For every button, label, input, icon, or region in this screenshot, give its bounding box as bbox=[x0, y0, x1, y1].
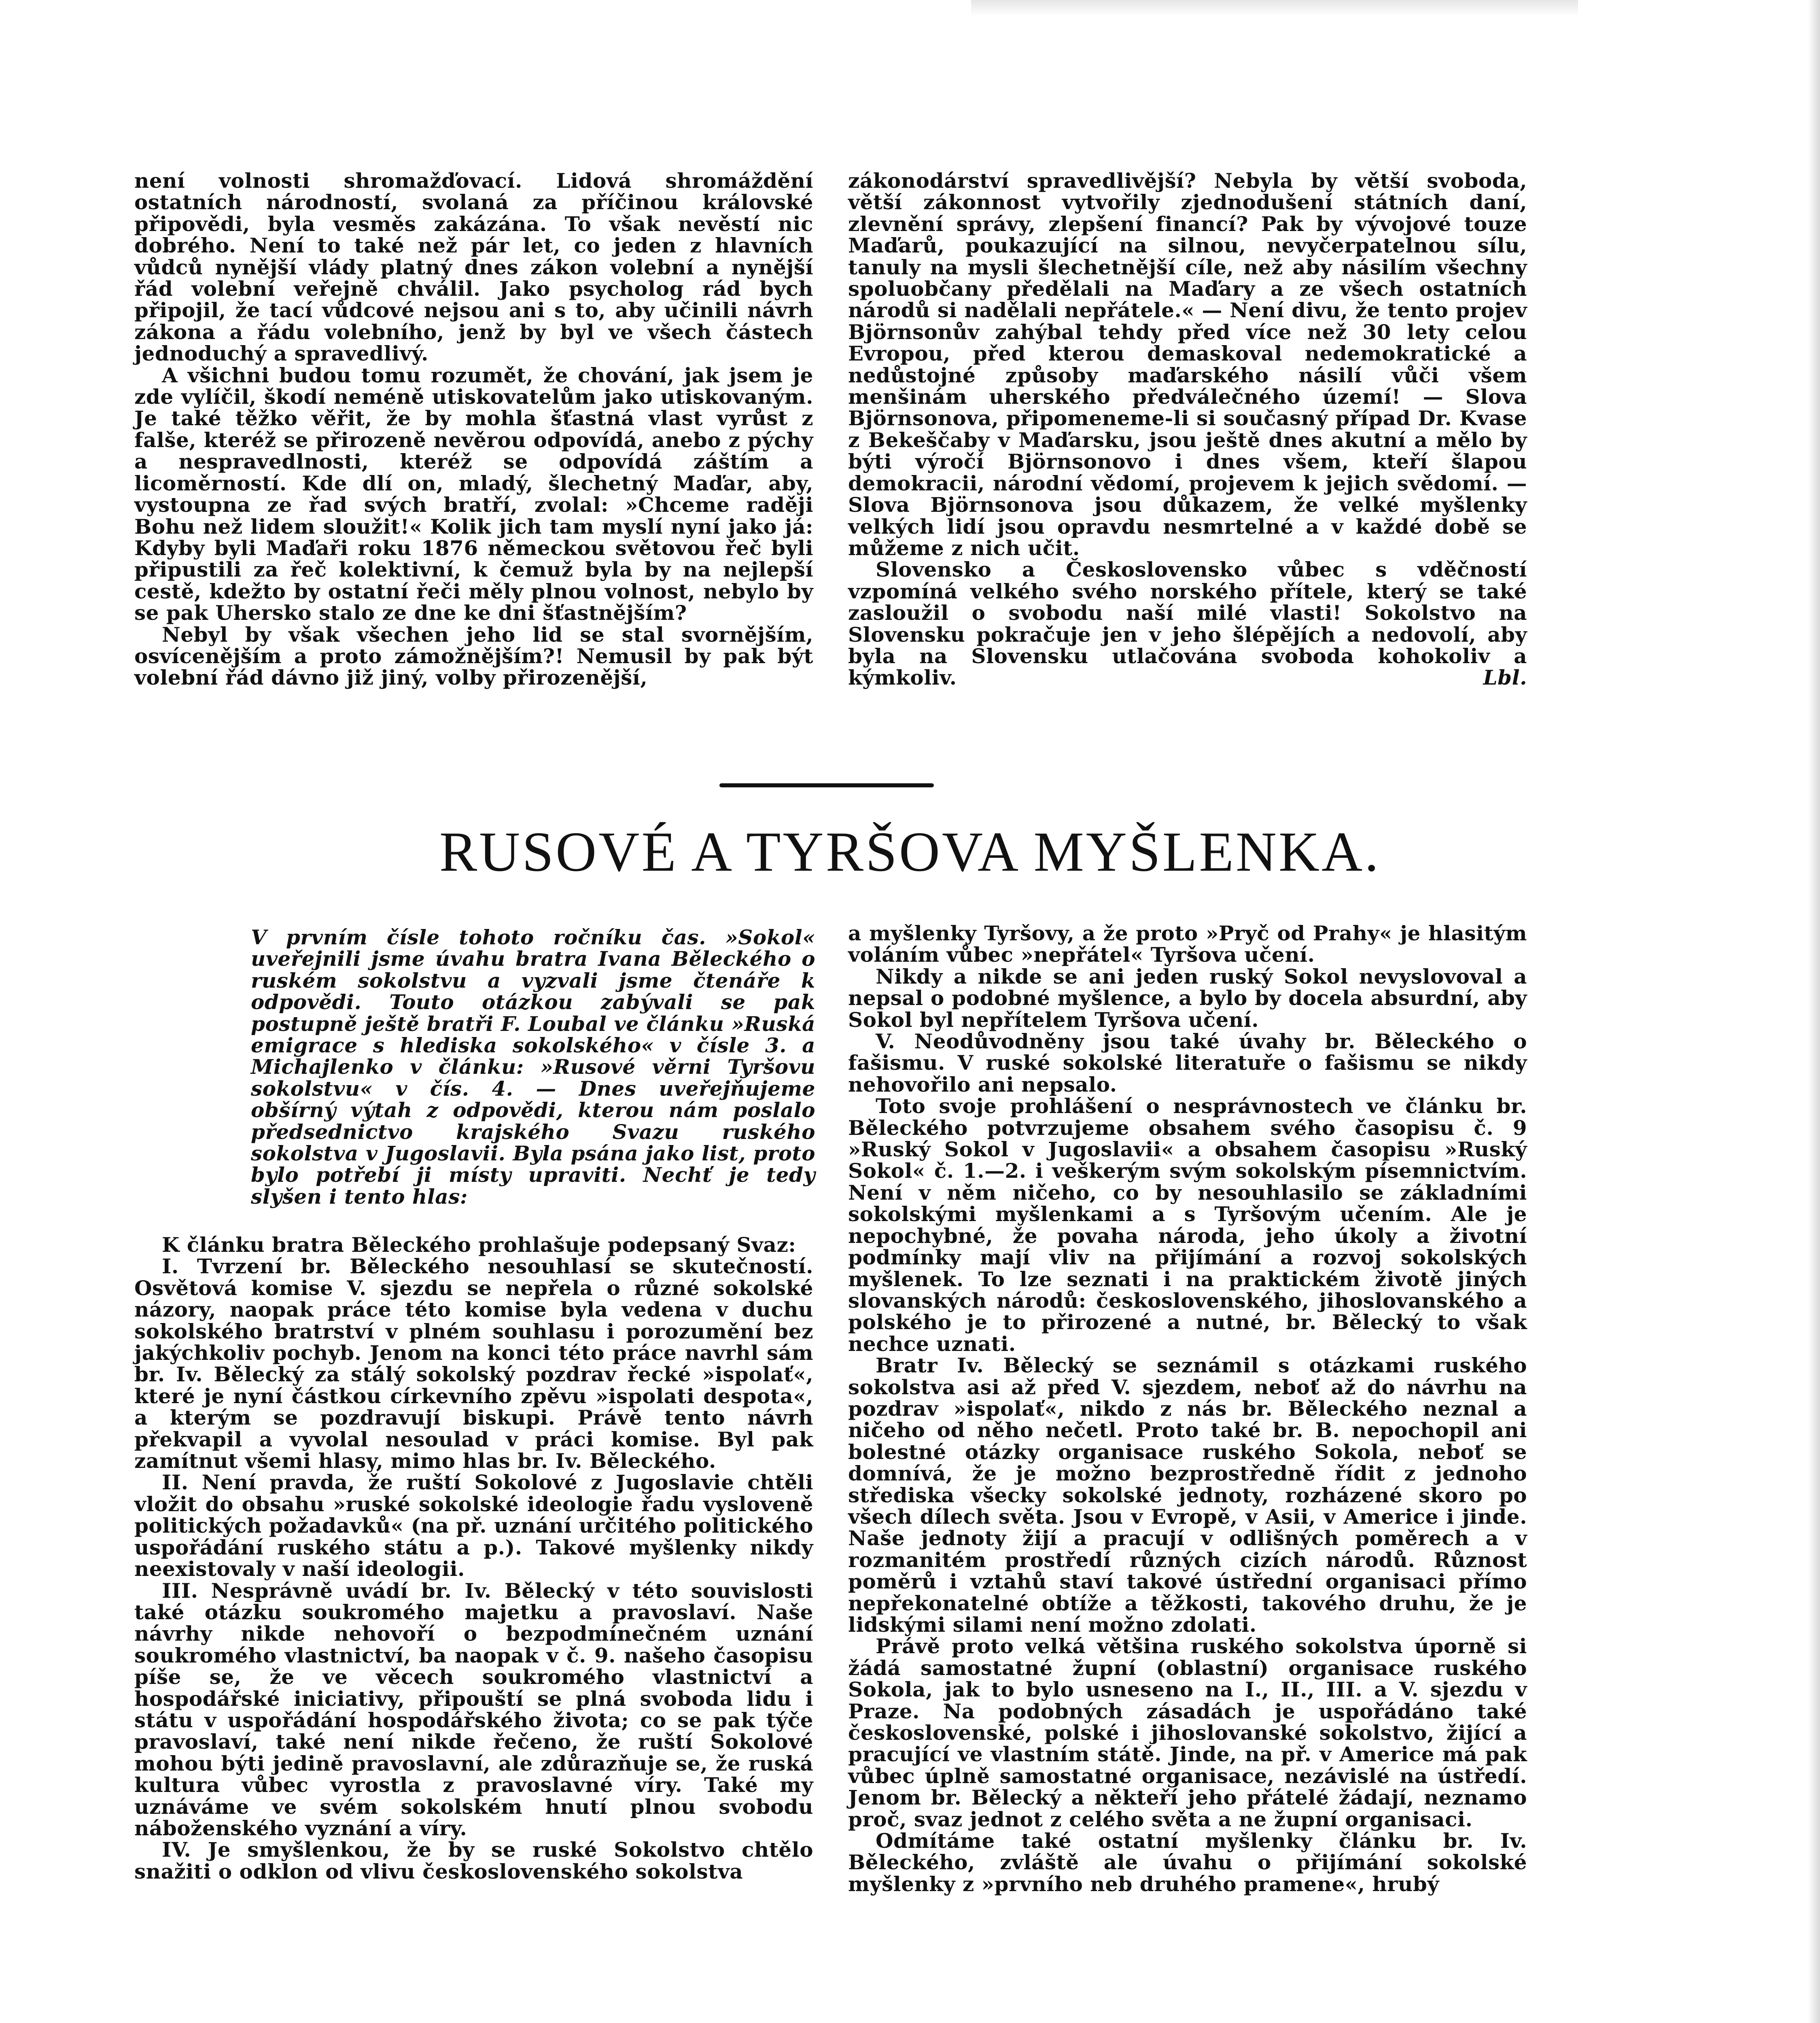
section-divider bbox=[719, 783, 934, 787]
paragraph bbox=[848, 966, 1527, 1031]
bottom-right-column bbox=[848, 922, 1527, 1895]
paragraph-text: a myšlenky Tyršovy, a že proto »Pryč od Prahy« je hlasitým voláním vůbec »nepřátel« Tyršova učení. bbox=[848, 921, 1527, 967]
paragraph-text: A všichni budou tomu rozumět, že chování, jak jsem je zde vylíčil, škodí neméně utiskovatelům jako utiskovaným. Je také těžko věřit, že by mohla šťastná vlast vyrůst z falše, kteréž se přirozeně nevěrou odpovídá, anebo z pýchy a nespravedlnosti, kteréž se odpovídá záštím a licoměrností. Kde dlí on, mladý, šlechetný Maďar, aby, vystoupna ze řad svých bratří, zvolal: »Chceme raději Bohu než lidem sloužit!« Kolik jich tam myslí nyní jako já: Kdyby byli Maďaři roku 1876 německou světovou řeč byli připustili za řeč kolektivní, k čemuž byla by na nejlepší cestě, kdežto by ostatní řeči měly plnou volnost, nebylo by se pak Uhersko stalo ze dne ke dni šťastnějším? bbox=[134, 363, 813, 625]
paragraph-text: Nikdy a nikde se ani jeden ruský Sokol nevyslovoval a nepsal o podobné myšlence, a bylo by docela absurdní, aby Sokol byl nepřítelem Tyršova učení. bbox=[848, 964, 1527, 1032]
author-signature: Lbl. bbox=[1483, 666, 1527, 690]
paragraph-text: Právě proto velká většina ruského sokolstva úporně si žádá samostatné župní (oblastní) organisace ruského Sokola, jak to bylo usneseno na I., II., III. a V. sjezdu v Praze. Na podobných zásadách je uspořádáno také československé, polské i jihoslovanské sokolstvo, žijící a pracující ve vlastním státě. Jinde, na př. v Americe má pak vůbec úplně samostatné organisace, nezávislé na ústředí. Jenom br. Bělecký a někteří jeho přátelé žádají, neznamo proč, svaz jednot z celého světa a ne župní organisaci. bbox=[848, 1634, 1527, 1831]
paragraph bbox=[848, 1635, 1527, 1830]
paragraph-text: V. Neodůvodněny jsou také úvahy br. Běleckého o fašismu. V ruské sokolské literatuře o fašismu se nikdy nehovořilo ani nepsalo. bbox=[848, 1029, 1527, 1096]
paragraph bbox=[134, 1472, 813, 1580]
paragraph bbox=[134, 170, 813, 365]
paragraph-text: není volnosti shromažďovací. Lidová shromáždění ostatních národností, svolaná za příčinou královské připovědi, byla vesměs zakázána. To však nevěstí nic dobrého. Není to také než pár let, co jeden z hlavních vůdců nynější vlády platný dnes zákon volební a nynější řád volební veřejně chválil. Jako psycholog rád bych připojil, že tací vůdcové nejsou ani s to, aby učinili návrh zákona a řádu volebního, jenž by byl ve všech částech jednoduchý a spravedlivý. bbox=[134, 169, 813, 366]
paragraph-text: III. Nesprávně uvádí br. Iv. Bělecký v této souvislosti také otázku soukromého majetku a pravoslaví. Naše návrhy nikde nehovoří o bezpodmínečném uznání soukromého vlastnictví, ba naopak v č. 9. našeho časopisu píše se, že ve věcech soukromého vlastnictví a hospodářské iniciativy, připouští se plná svoboda lidu i státu v uspořádání hospodářského života; co se pak týče pravoslaví, také není nikde řečeno, že ruští Sokolové mohou býti jedině pravoslavní, ale zdůrazňuje se, že ruská kultura vůbec vyrostla z pravoslavné víry. Také my uznáváme ve svém sokolském hnutí plnou svobodu náboženského vyznání a víry. bbox=[134, 1578, 813, 1840]
paragraph-text: K článku bratra Běleckého prohlašuje podepsaný Svaz: bbox=[162, 1233, 796, 1257]
paragraph bbox=[848, 1830, 1527, 1895]
paragraph bbox=[134, 1234, 813, 1255]
intro-paragraph: V prvním čísle tohoto ročníku čas. »Sokol« uveřejnili jsme úvahu bratra Ivana Běleckého o ruském sokolstvu a vyzvali jsme čtenáře k odpovědi. Touto otázkou zabývali se pak postupně ještě bratři F. Loubal ve článku »Ruská emigrace s hlediska sokolského« v čísle 3. a Michajlenko v článku: »Rusové věrni Tyršovu sokolstvu« v čís. 4. — Dnes uveřejňujeme obšírný výtah z odpovědi, kterou nám poslalo předsednictvo krajského Svazu ruského sokolstva v Jugoslavii. Byla psána jako list, proto bylo potřebí ji místy upraviti. Nechť je tedy slyšen i tento hlas: bbox=[251, 925, 815, 1209]
paragraph bbox=[134, 624, 813, 689]
intro-column bbox=[251, 927, 815, 1207]
article-title: RUSOVÉ A TYRŠOVA MYŠLENKA. bbox=[439, 821, 1381, 883]
bottom-left-column bbox=[134, 1234, 813, 1882]
paragraph bbox=[134, 1255, 813, 1472]
paragraph-text: Nebyl by však všechen jeho lid se stal svornějším, osvícenějším a proto zámožnějším?! Nemusil by pak být volební řád dávno již jiný, volby přirozenější, bbox=[134, 622, 813, 690]
paragraph-text: IV. Je smyšlenkou, že by se ruské Sokolstvo chtělo snažiti o odklon od vlivu československého sokolstva bbox=[134, 1838, 813, 1883]
paragraph bbox=[134, 1839, 813, 1882]
paragraph-text: Bratr Iv. Bělecký se seznámil s otázkami ruského sokolstva asi až před V. sjezdem, neboť až do návrhu na pozdrav »ispolať«, nikdo z nás br. Běleckého neznal a ničeho od něho nečetl. Proto také br. B. nepochopil ani bolestné otázky organisace ruského Sokola, neboť se domnívá, že je možno bezprostředně řídit z jednoho střediska všecky sokolské jednoty, rozházené skoro po všech dílech světa. Jsou v Evropě, v Asii, v Americe i jinde. Naše jednoty žijí a pracují v odlišných poměrech a v rozmanitém prostředí různých cizích národů. Různost poměrů i vztahů staví takové ústřední organisaci přímo nepřekonatelné obtíže a těžkosti, takového druhu, že je lidskými silami není možno zdolati. bbox=[848, 1353, 1527, 1637]
paragraph-text: Toto svoje prohlášení o nesprávnostech ve článku br. Běleckého potvrzujeme obsahem svého časopisu č. 9 »Ruský Sokol v Jugoslavii« a obsahem časopisu »Ruský Sokol« č. 1.—2. i veškerým svým sokolským písemnictvím. Není v něm ničeho, co by nesouhlasilo se základními sokolskými myšlenkami a s Tyršovým učením. Ale je nepochybné, že povaha národa, jeho úkoly a životní podmínky mají vliv na přijímání a rozvoj sokolských myšlenek. To lze seznati i na praktickém životě jiných slovanských národů: československého, jihoslovanského a polského je to přirozené a nutné, br. Bělecký to však nechce uznati. bbox=[848, 1094, 1527, 1356]
paragraph bbox=[848, 559, 1527, 688]
paragraph bbox=[848, 1095, 1527, 1355]
scan-shadow-top bbox=[971, 0, 1578, 16]
paragraph-text: Slovensko a Československo vůbec s vděčností vzpomíná velkého svého norského přítele, který se také zasloužil o svobodu naší milé vlasti! Sokolstvo na Slovensku pokračuje jen v jeho šlépějích a nedovolí, aby byla na Slovensku utlačována svoboda kohokoliv a kýmkoliv. bbox=[848, 558, 1527, 690]
paragraph bbox=[848, 1031, 1527, 1095]
paragraph bbox=[134, 365, 813, 624]
paragraph-text: Odmítáme také ostatní myšlenky článku br. Iv. Běleckého, zvláště ale úvahu o přijímání sokolské myšlenky z »prvního neb druhého pramene«, hrubý bbox=[848, 1829, 1527, 1896]
top-left-column bbox=[134, 170, 813, 689]
paragraph bbox=[848, 1355, 1527, 1635]
paragraph bbox=[848, 922, 1527, 966]
top-right-column bbox=[848, 170, 1527, 689]
paragraph bbox=[848, 170, 1527, 559]
paragraph-text: zákonodárství spravedlivější? Nebyla by větší svoboda, větší zákonnost vytvořily zjednodušení státních daní, zlevnění správy, zlepšení financí? Pak by vývojové touze Maďarů, poukazující na silnou, nevyčerpatelnou sílu, tanuly na mysli šlechetnější cíle, než aby násilím všechny spoluobčany předělali na Maďary a ze všech ostatních národů si nadělali nepřátele.« — Není divu, že tento projev Björnsonův zahýbal tehdy před více než 30 lety celou Evropou, před kterou demaskoval nedemokratické a nedůstojné způsoby maďarského násilí vůči všem menšinám uherského předválečného území! — Slova Björnsonova, připomeneme-li si současný případ Dr. Kvase z Bekeščaby v Maďarsku, jsou ještě dnes akutní a mělo by býti výročí Björnsonovo i dnes všem, kteří šlapou demokracii, národní vědomí, projevem k jejich svědomí. — Slova Björnsonova jsou důkazem, že velké myšlenky velkých lidí jsou opravdu nesmrtelné a v každé době se můžeme z nich učit. bbox=[848, 169, 1527, 560]
paragraph-text: II. Není pravda, že ruští Sokolové z Jugoslavie chtěli vložit do obsahu »ruské sokolské ideologie řadu vysloveně politických požadavků« (na př. uznání určitého politického uspořádání ruského státu a p.). Takové myšlenky nikdy neexistovaly v naší ideologii. bbox=[134, 1470, 813, 1581]
scan-shadow-right bbox=[1808, 0, 1820, 2023]
paragraph bbox=[134, 1580, 813, 1839]
paragraph-text: I. Tvrzení br. Běleckého nesouhlasí se skutečností. Osvětová komise V. sjezdu se nepřela o různé sokolské názory, naopak práce této komise byla vedena v duchu sokolského bratrství v plném souhlasu i porozumění bez jakýchkoliv pochyb. Jenom na konci této práce navrhl sám br. Iv. Bělecký za stálý sokolský pozdrav řecké »ispolať«, které je nyní částkou církevního zpěvu »ispolati despota«, a kterým se pozdravují biskupi. Právě tento návrh překvapil a vyvolal nesoulad v práci komise. Byl pak zamítnut všemi hlasy, mimo hlas br. Iv. Běleckého. bbox=[134, 1254, 813, 1473]
